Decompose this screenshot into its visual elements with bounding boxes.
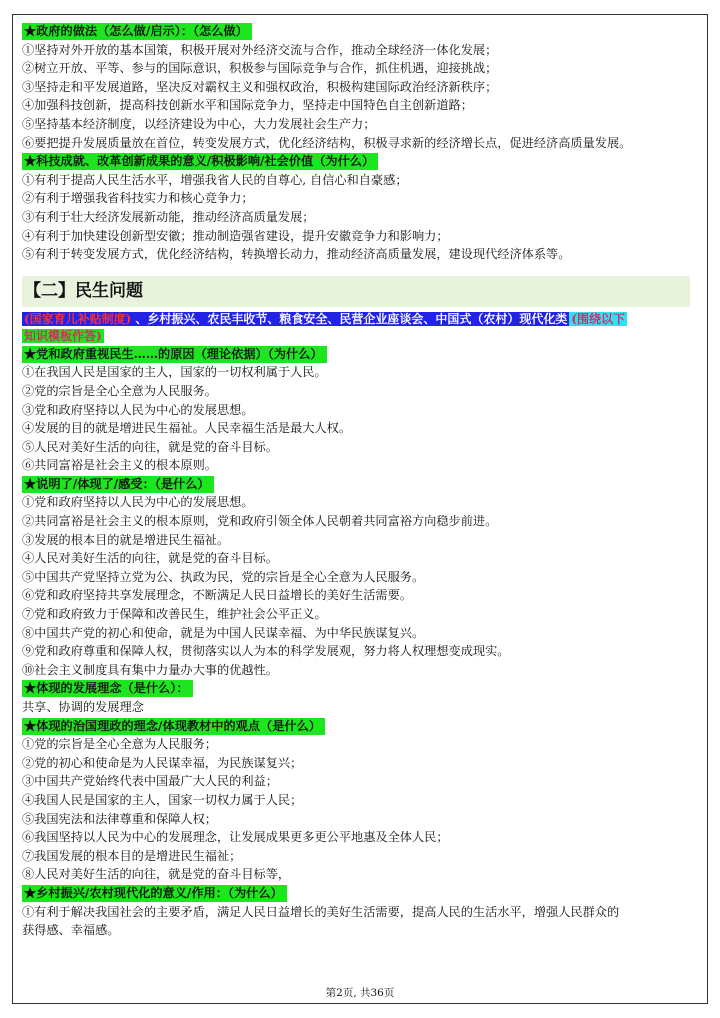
list-item: ②党的宗旨是全心全意为人民服务。 xyxy=(22,383,217,398)
list-item: ⑩社会主义制度具有集中力量办大事的优越性。 xyxy=(22,662,278,677)
list-item: ③坚持走和平发展道路，坚决反对霸权主义和强权政治，积极构建国际政治经济新秩序； xyxy=(22,79,498,94)
section-title: 【二】民生问题 xyxy=(22,276,690,307)
heading-rural-revitalization: ★乡村振兴/农村现代化的意义/作用：（为什么） xyxy=(22,885,287,902)
list-item: ①有利于提高人民生活水平，增强我省人民的自尊心, 自信心和自豪感； xyxy=(22,172,408,187)
list-item: ④发展的目的就是增进民生福祉。人民幸福生活是最大人权。 xyxy=(22,421,352,436)
list-item: ⑧人民对美好生活的向往，就是党的奋斗目标等， xyxy=(22,867,291,882)
heading-tech-significance: ★科技成就、改革创新成果的意义/积极影响/社会价值（为什么） xyxy=(22,153,378,170)
list-item: ①有利于解决我国社会的主要矛盾，满足人民日益增长的美好生活需要，提高人民的生活水平，增强人民群众的 xyxy=(22,904,620,919)
topic-list xyxy=(22,311,690,328)
list-item: ⑦党和政府致力于保障和改善民生，维护社会公平正义。 xyxy=(22,607,327,622)
list-item: 共享、协调的发展理念 xyxy=(22,700,144,714)
list-item: ①在我国人民是国家的主人，国家的一切权利属于人民。 xyxy=(22,365,327,380)
list-item: ④加强科技创新，提高科技创新水平和国际竞争力，坚持走中国特色自主创新道路； xyxy=(22,98,473,113)
list-item: ③中国共产党始终代表中国最广大人民的利益； xyxy=(22,774,278,789)
list-item: ⑥我国坚持以人民为中心的发展理念，让发展成果更多更公平地惠及全体人民； xyxy=(22,830,449,845)
topic-continuation: 知识模板作答) xyxy=(24,328,102,343)
list-item: ⑥要把提升发展质量放在首位，转变发展方式，优化经济结构，积极寻求新的经济增长点，促进经济高质量发展。 xyxy=(22,135,632,150)
list-item: ④人民对美好生活的向往，就是党的奋斗目标。 xyxy=(22,551,278,566)
list-item: ⑨党和政府尊重和保障人权，贯彻落实以人为本的科学发展观，努力将人权理想变成现实。 xyxy=(22,644,510,659)
list-governance-concept xyxy=(22,735,690,884)
list-item: ⑧中国共产党的初心和使命，就是为中国人民谋幸福、为中华民族谋复兴。 xyxy=(22,625,425,640)
list-item: ⑦我国发展的根本目的是增进民生福祉； xyxy=(22,848,242,863)
heading-development-concept: ★体现的发展理念（是什么）： xyxy=(22,680,193,697)
list-item: ②共同富裕是社会主义的根本原则，党和政府引领全体人民朝着共同富裕方向稳步前进。 xyxy=(22,514,498,529)
heading-government-actions: ★政府的做法（怎么做/启示）：（怎么做） xyxy=(22,23,252,40)
list-item: ①党的宗旨是全心全意为人民服务； xyxy=(22,737,217,752)
list-item: ④我国人民是国家的主人，国家一切权力属于人民； xyxy=(22,792,303,807)
list-item: 获得感、幸福感。 xyxy=(22,923,120,938)
list-item: ⑥党和政府坚持共享发展理念，不断满足人民日益增长的美好生活需要。 xyxy=(22,588,412,603)
list-item: ③有利于壮大经济发展新动能，推动经济高质量发展； xyxy=(22,209,315,224)
list-item: ①坚持对外开放的基本国策，积极开展对外经济交流与合作，推动全球经济一体化发展； xyxy=(22,42,498,57)
list-item: ②党的初心和使命是为人民谋幸福，为民族谋复兴； xyxy=(22,755,303,770)
list-livelihood-reasons xyxy=(22,363,690,475)
list-tech-significance xyxy=(22,171,690,264)
list-item: ⑤有利于转变发展方式，优化经济结构，转换增长动力，推动经济高质量发展，建设现代经济体系等。 xyxy=(22,247,571,262)
heading-reflects: ★说明了/体现了/感受：（是什么） xyxy=(22,476,214,493)
list-item: ⑤我国宪法和法律尊重和保障人权； xyxy=(22,811,217,826)
list-item: ⑥共同富裕是社会主义的根本原则。 xyxy=(22,458,217,473)
list-rural-revitalization xyxy=(22,903,690,940)
list-item: ④有利于加快建设创新型安徽；推动制造强省建设，提升安徽竞争力和影响力； xyxy=(22,228,449,243)
list-government-actions xyxy=(22,41,690,153)
list-item: ②树立开放、平等、参与的国际意识，积极参与国际竞争与合作，抓住机遇，迎接挑战； xyxy=(22,61,498,76)
topic-highlight-red: (国家育儿补贴制度) xyxy=(24,311,132,326)
list-item: ⑤人民对美好生活的向往，就是党的奋斗目标。 xyxy=(22,439,278,454)
page-content xyxy=(22,22,690,940)
list-item: ②有利于增强我省科技实力和核心竞争力； xyxy=(22,191,254,206)
page-number: 第2页, 共36页 xyxy=(325,987,395,999)
heading-governance-concept: ★体现的治国理政的理念/体现教材中的观点（是什么） xyxy=(22,718,325,735)
list-item: ⑤坚持基本经济制度，以经济建设为中心，大力发展社会生产力； xyxy=(22,116,376,131)
heading-livelihood-reasons: ★党和政府重视民生……的原因（理论依据）（为什么） xyxy=(22,346,327,363)
list-item: ③党和政府坚持以人民为中心的发展思想。 xyxy=(22,402,254,417)
topic-highlight-cyan: (围绕以下 xyxy=(571,311,626,326)
list-reflects xyxy=(22,493,690,679)
list-item: ⑤中国共产党坚持立党为公、执政为民，党的宗旨是全心全意为人民服务。 xyxy=(22,569,425,584)
list-item: ③发展的根本目的就是增进民生福祉。 xyxy=(22,532,230,547)
list-item: ①党和政府坚持以人民为中心的发展思想。 xyxy=(22,495,254,510)
topic-highlight-blue: 、乡村振兴、农民丰收节、粮食安全、民营企业座谈会、中国式（农村）现代化类 xyxy=(135,311,568,326)
